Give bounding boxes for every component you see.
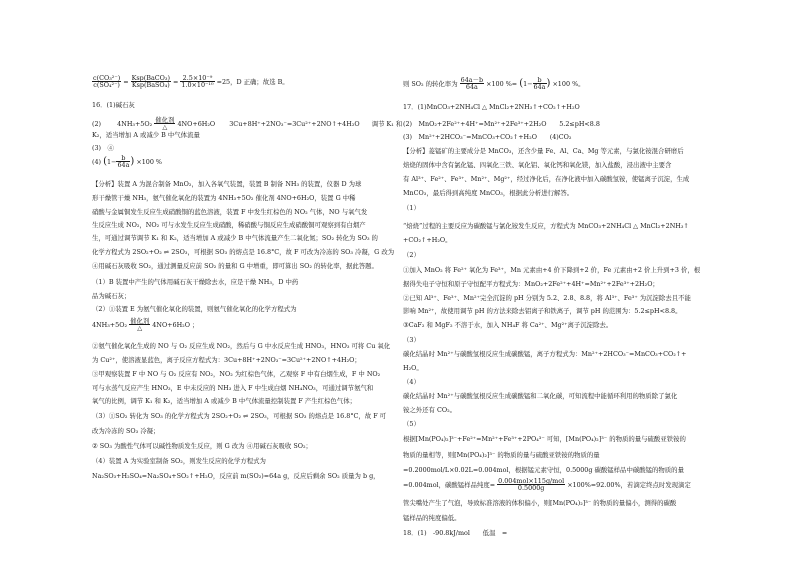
fraction-denominator: c(SO₄²⁻) — [93, 81, 120, 90]
fraction-numerator: b — [533, 77, 547, 84]
ionic-equation: 3Cu+8H⁺+2NO₃⁻=3Cu²⁺+2NO↑+4H₂O — [229, 119, 360, 128]
answer-text: =25，D 正确；故选 B。 — [216, 77, 289, 86]
analysis-line: Na₂SO₃+H₂SO₄=Na₂SO₄+SO₂↑+H₂O，反应前 m(SO₂)=64a g，反应后剩余 SO₂ 质量为 b g， — [92, 472, 380, 480]
paren-close: ) — [546, 77, 551, 89]
fraction-numerator: 64a－b — [460, 76, 484, 84]
reaction-reactants: 4NH₃+5O₂ — [117, 119, 153, 128]
fraction-numerator: 0.004mol×115g/mol — [498, 477, 565, 485]
fraction — [497, 478, 565, 492]
analysis-line: （1）B 装置中产生的气体用碱石灰干燥除去水，应是干燥 NH₃，D 中药 — [92, 278, 299, 286]
reaction-products: 4NO+6H₂O — [177, 119, 216, 128]
body-line: K₂，适当增加 A 或减少 B 中气体流量 — [92, 131, 200, 139]
paren-open: ( — [103, 155, 108, 167]
analysis-line: 氧气的比例，调节 K₁ 和 K₂，适当增加 A 或减少 B 中气体流量控制装置 F 产生红棕色气体； — [92, 397, 356, 405]
part-label: (4) — [92, 157, 102, 166]
analysis-line: ③甲观察装置 F 中 NO 与 O₂ 反应有 NO₂，NO₂ 为红棕色气体，乙观察 F 中有白烟生成，F 中 NO₂ — [92, 370, 381, 378]
paren-open: ( — [519, 77, 524, 89]
analysis-line: 【分析】菱锰矿的主要成分是 MnCO₃，还含少量 Fe、Al、Ca、Mg 等元素，与氯化铵混合研磨后 — [403, 147, 684, 155]
body-text: ×100%=92.00%，若滴定终点时发现滴定 — [567, 480, 691, 489]
analysis-line: 品为碱石灰； — [92, 292, 131, 300]
q16-heading: 16．(1)碱石灰 — [92, 101, 135, 109]
answer-text: 调节 K₁ 和 — [371, 119, 403, 128]
heat-label: △ — [137, 324, 143, 333]
body-text: %= — [505, 79, 518, 88]
fraction — [460, 77, 484, 91]
fraction-numerator: 2.5×10⁻⁹ — [180, 75, 214, 82]
analysis-line: “焙烧”过程的主要反应为碳酸锰与氯化铵发生反应，方程式为 MnCO₃+2NH₄Cl △ MnCl₂+2NH₃↑ — [403, 222, 689, 230]
analysis-line: H₂O。 — [403, 364, 423, 372]
analysis-line: 形干燥管干燥 NH₃，氨气催化氧化的装置为 4NH₃+5O₂ 催化剂 4NO+6H₂O，装置 G 中稀 — [92, 194, 356, 202]
conversion-formula: (4) (1− $\frac{b}{64a}$ ) ×100 % — [92, 154, 162, 170]
catalyst-label: 催化剂 — [155, 116, 175, 124]
q17-heading: 17．(1)MnCO₃+2NH₄Cl △ MnCl₂+2NH₃↑+CO₂↑+H₂O — [403, 103, 580, 111]
analysis-line: ①加入 MnO₂ 将 Fe²⁺ 氧化为 Fe³⁺，Mn 元素由+4 价下降到+2 价，Fe 元素由+2 价上升到+3 价，根 — [403, 266, 701, 274]
body-text: ×100 — [486, 79, 504, 88]
analysis-line: ②氨气催化氧化生成的 NO 与 O₂ 反应生成 NO₂，然后与 G 中水反应生成 HNO₃，HNO₃ 可将 Cu 氧化 — [92, 342, 391, 350]
analysis-line: 锰样品的纯度偏低。 — [403, 514, 461, 522]
concentration-ratio — [92, 75, 121, 89]
analysis-line: 改为冷冻的 SO₃ 冷凝； — [92, 427, 160, 435]
analysis-line: ④用碱石灰吸收 SO₂，通过测量反应前 SO₂ 的量和 G 中增重，即可算出 SO₂ 的转化率，据此答题。 — [92, 262, 378, 270]
analysis-line: 据得失电子守恒和原子守恒配平方程式为：MnO₂+2Fe²⁺+4H⁺=Mn²⁺+2Fe³⁺+2H₂O； — [403, 280, 659, 288]
body-text: ×100 — [552, 79, 571, 88]
analysis-line: 根据[Mn(PO₄)₂]³⁻+Fe²⁺=Mn²⁺+Fe³⁺+2PO₄³⁻ 可知，[Mn(PO₄)₂]³⁻ 的物质的量与硫酸亚铁铵的 — [403, 435, 686, 443]
fraction-denominator: 64a — [117, 161, 130, 170]
reaction-condition — [154, 117, 175, 131]
analysis-line: 生反应生成 NO₂，NO₂ 可与水发生反应生成硝酸，稀硝酸与铜反应生成硝酸铜可观察到有白烟产 — [92, 221, 366, 229]
answer-line: (3) Mn²⁺+2HCO₃⁻=MnCO₃+CO₂↑+H₂O (4)CO₂ — [403, 133, 572, 141]
fraction-numerator: Ksp(BaCO₃) — [131, 74, 170, 82]
part-label: (2) — [92, 119, 102, 128]
ksp-ratio-line: $\frac{\text{c(CO₃²⁻)}}{\text{c(SO₄²⁻)}}$ = $\frac{\text{Ksp(BaCO₃)}}{\text{Ksp(BaSO₄)}}$ = $\frac{\text{2.5×10⁻⁹}}{\text{1.0×10⁻¹⁰}}$ =25，D 正确；故选 B。 — [93, 74, 289, 90]
analysis-line: 物质的量相等，则[Mn(PO₄)₂]³⁻ 的物质的量与硫酸亚铁铵的物质的量 — [403, 451, 600, 459]
q18-heading: 18．(1) -90.8kJ/mol 低温 = — [403, 529, 508, 537]
fraction-numerator: c(CO₃²⁻) — [93, 74, 121, 82]
body-line: (3) ④ — [92, 144, 114, 152]
fraction-denominator: 0.5000g — [517, 484, 545, 493]
analysis-line: 管尖嘴处产生了气泡，导致标准溶液的体积偏小，则[Mn(PO₄)₂]³⁻ 的物质的量偏小，测得的碳酸 — [403, 499, 677, 507]
analysis-line: MnCO₃，最后得到高纯度 MnCO₃，根据此分析进行解答。 — [403, 189, 574, 197]
fraction-denominator: 64a — [533, 83, 546, 92]
purity-formula — [403, 478, 691, 492]
so2-conversion-line: 则 SO₂ 的转化率为 $\frac{64a-b}{64a}$ ×100 %= (1− $\frac{b}{64a}$ ) ×100 %。 — [403, 76, 585, 92]
fraction-denominator: 64a — [465, 83, 478, 92]
punctuation: ； — [192, 320, 199, 329]
q16-part2-line — [92, 117, 402, 131]
analysis-line: 为 Cu²⁺，使溶液显蓝色，离子反应方程式为：3Cu+8H⁺+2NO₃⁻=3Cu²⁺+2NO↑+4H₂O； — [92, 356, 361, 364]
analysis-line: 硝酸与金属铜发生反应生成硝酸铜的蓝色溶液，装置 F 中发生红棕色的 NO₂ 气体，NO 与氧气发 — [92, 208, 368, 216]
analysis-line: （4）装置 A 为实验室制备 SO₂，则发生反应的化学方程式为 — [92, 457, 266, 465]
percent-text: ×100 % — [136, 157, 162, 166]
fraction-denominator: 1.0×10⁻¹⁰ — [181, 81, 214, 90]
reaction-products: 4NO+6H₂O — [152, 320, 190, 329]
analysis-line: =0.2000mol/L×0.02L=0.004mol，根据锰元素守恒，0.5000g 碳酸锰样品中碳酸锰的物质的量 — [403, 466, 684, 474]
reaction-condition — [129, 318, 150, 332]
analysis-line: ②已知 Al³⁺、Fe³⁺、Mn²⁺完全沉淀的 pH 分别为 5.2、2.8、8.8，将 Al³⁺、Fe³⁺ 为沉淀除去且不能 — [403, 294, 691, 302]
fraction-numerator: b — [116, 155, 130, 162]
analysis-line: 影响 Mn²⁺，故使用调节 pH 的方法来除去铝离子和铁离子，调节 pH 的范围为：5.2≤pH<8.8。 — [403, 307, 682, 315]
analysis-line: 生，可通过调节调节 K₁ 和 K₂，适当增加 A 或减少 B 中气体流量产生二氧化氮；SO₂ 转化为 SO₃ 的 — [92, 234, 378, 242]
heat-label: △ — [162, 123, 168, 132]
fraction-denominator: Ksp(BaSO₄) — [131, 81, 170, 90]
analysis-line: +CO₂↑+H₂O。 — [403, 236, 452, 244]
analysis-line: 有 Al³⁺、Fe²⁺、Fe³⁺、Mn²⁺、Mg²⁺，经过净化后，在净化液中加入碳酸氢铵，使锰离子沉淀，生成 — [403, 175, 690, 183]
body-text: =0.004mol，碳酸锰样品纯度= — [403, 480, 496, 489]
body-text: %。 — [572, 79, 585, 88]
analysis-line: 化学方程式为 2SO₂+O₂ ⇌ 2SO₃，可根据 SO₃ 的熔点是 16.8°C，故 F 可改为冷冻的 SO₃ 冷凝，G 改为 — [92, 248, 395, 256]
analysis-line: （1） — [403, 204, 420, 212]
analysis-line: 碳化结晶时 Mn²⁺与碳酸氢根反应生成碳酸锰，离子方程式为：Mn²⁺+2HCO₃⁻=MnCO₃+CO₂↑+ — [403, 350, 687, 358]
oxidation-equation — [92, 318, 198, 332]
analysis-line: 铵之外还有 CO₂。 — [403, 406, 457, 414]
analysis-line: （2） — [403, 251, 420, 259]
paren-close: ) — [130, 155, 135, 167]
fraction — [116, 155, 130, 169]
analysis-line: ② SO₃ 为酸性气体可以碱性物质发生反应，则 G 改为 ④用碱石灰吸收 SO₂； — [92, 442, 312, 450]
answer-line: (2) MnO₂+2Fe²⁺+4H⁺=Mn²⁺+2Fe³⁺+2H₂O 5.2≤pH<8.8 — [403, 120, 600, 128]
analysis-line: （5） — [403, 420, 420, 428]
analysis-line: 焙烧的固体中含有氯化锰、四氧化三铁、氧化铝、氧化钙和氧化镁，加入盐酸，浸出液中主要含 — [403, 161, 672, 169]
analysis-line: ③CaF₂ 和 MgF₂ 不溶于水，加入 NH₄F 将 Ca²⁺、Mg²⁺离子沉淀除去。 — [403, 321, 613, 329]
numeric-ratio — [180, 75, 214, 89]
analysis-line: （4） — [403, 378, 420, 386]
analysis-line: （3）①SO₂ 转化为 SO₃ 的化学方程式为 2SO₂+O₂ ⇌ 2SO₃，可根据 SO₃ 的熔点是 16.8°C，故 F 可 — [92, 412, 387, 420]
reaction-reactants: 4NH₃+5O₂ — [92, 320, 128, 329]
analysis-line: （2）①装置 E 为氨气催化氧化的装置，则氨气催化氧化的化学方程式为 — [92, 305, 297, 313]
fraction — [533, 77, 547, 91]
body-text: 则 SO₂ 的转化率为 — [403, 79, 458, 88]
analysis-line: 碳化结晶时 Mn²⁺与碳酸氢根反应生成碳酸锰和二氧化碳，可知流程中能循环利用的物质除了氯化 — [403, 392, 678, 400]
analysis-line: 可与水蒸气反应产生 HNO₃，E 中未反应的 NH₃ 进入 F 中生成白烟 NH₄NO₃，可通过调节氨气和 — [92, 384, 374, 392]
analysis-line: 【分析】装置 A 为混合制备 MnO₂，加入各氧气装置，装置 B 制备 NH₃ 的装置，仪器 D 为球 — [92, 180, 362, 188]
analysis-line: （3） — [403, 336, 420, 344]
ksp-ratio — [131, 75, 171, 89]
catalyst-label: 催化剂 — [130, 317, 150, 325]
